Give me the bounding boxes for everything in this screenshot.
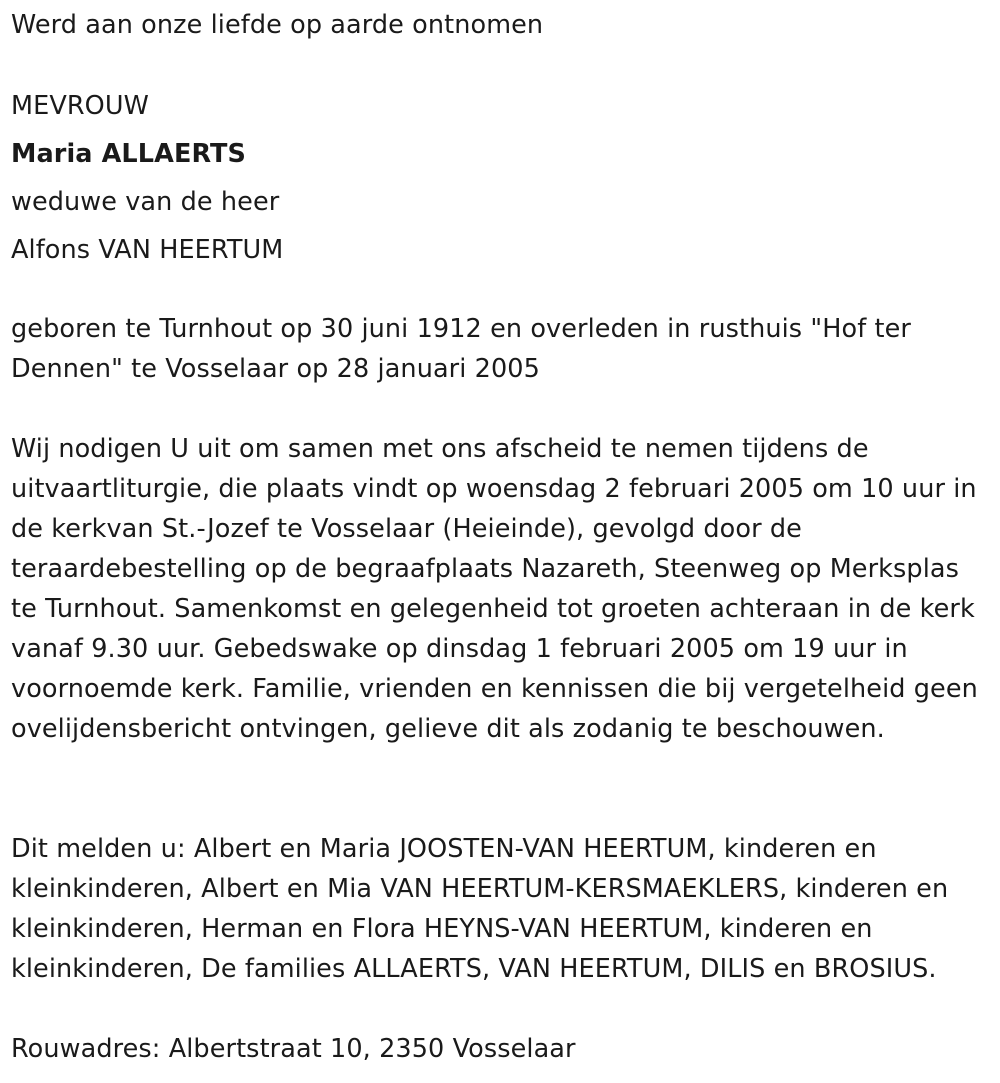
- husband-name: Alfons VAN HEERTUM: [11, 235, 284, 265]
- birth-death-paragraph: geboren te Turnhout op 30 juni 1912 en overleden in rusthuis "Hof ter Dennen" te Vosselaar op 28 januari 2005: [11, 314, 911, 384]
- deceased-name: Maria ALLAERTS: [11, 139, 247, 169]
- funeral-invitation-paragraph: Wij nodigen U uit om samen met ons afscheid te nemen tijdens de uitvaartliturgie, die plaats vindt op woensdag 2 februari 2005 om 10 uur in de kerkvan St.-Jozef te Vosselaar (Heieinde), gevolgd door de teraardebestelling op de begraafplaats Nazareth, Steenweg op Merksplas te Turnhout. Samenkomst en gelegenheid tot groeten achteraan in de kerk vanaf 9.30 uur. Gebedswake op dinsdag 1 februari 2005 om 19 uur in voornoemde kerk. Familie, vrienden en kennissen die bij vergetelheid geen ovelijdensbericht ontvingen, gelieve dit als zodanig te beschouwen.: [11, 434, 978, 744]
- intro-line: Werd aan onze liefde op aarde ontnomen: [11, 10, 544, 40]
- family-announcement-paragraph: Dit melden u: Albert en Maria JOOSTEN-VAN HEERTUM, kinderen en kleinkinderen, Albert en Mia VAN HEERTUM-KERSMAEKLERS, kinderen en kleinkinderen, Herman en Flora HEYNS-VAN HEERTUM, kinderen en kleinkinderen, De families ALLAERTS, VAN HEERTUM, DILIS en BROSIUS.: [11, 834, 949, 984]
- mourning-address: Rouwadres: Albertstraat 10, 2350 Vosselaar: [11, 1034, 576, 1064]
- honorific-title: MEVROUW: [11, 91, 149, 121]
- widow-of-line: weduwe van de heer: [11, 187, 280, 217]
